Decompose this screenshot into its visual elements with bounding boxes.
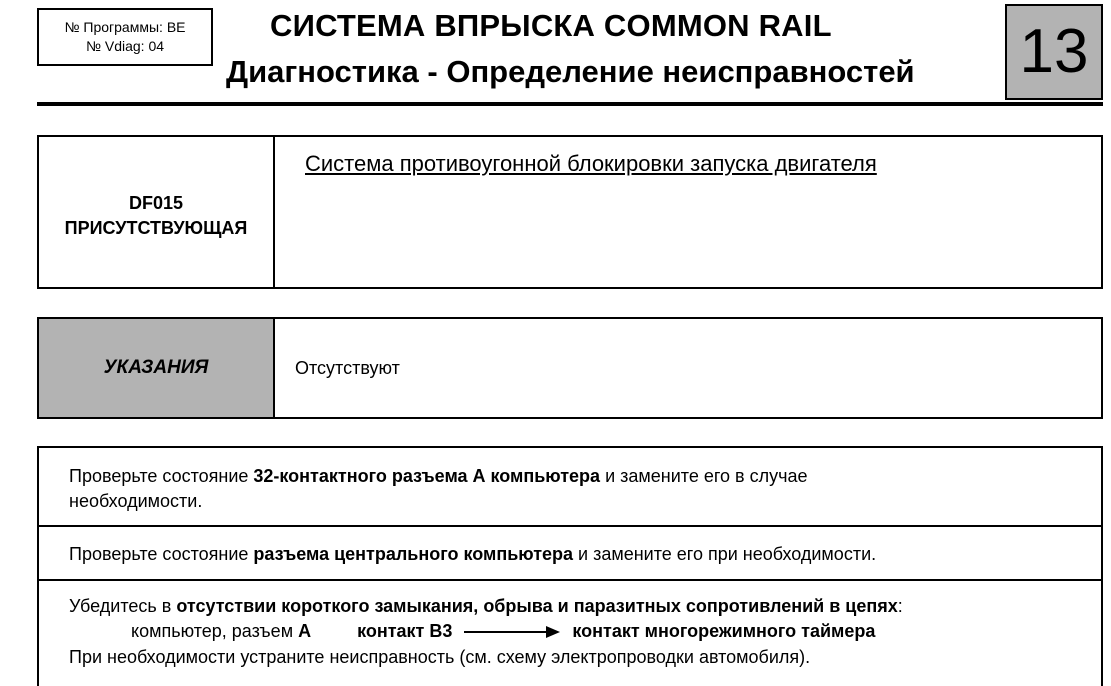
- page-title: СИСТЕМА ВПРЫСКА COMMON RAIL: [270, 8, 832, 43]
- program-number: № Программы: BE: [64, 19, 186, 35]
- notes-panel: [37, 317, 1103, 419]
- check-text: Проверьте состояние: [69, 544, 254, 564]
- fault-panel: [37, 135, 1103, 289]
- page-subtitle: Диагностика - Определение неисправностей: [226, 54, 915, 89]
- check-text: Убедитесь в: [69, 596, 177, 616]
- notes-text: Отсутствуют: [295, 357, 400, 378]
- connector-label: компьютер, разъем: [131, 621, 299, 641]
- contact-label: контакт В3: [357, 621, 453, 641]
- right-arrow-icon: [464, 620, 560, 645]
- check-text-bold: 32-контактного разъема А компьютера: [253, 466, 601, 486]
- check-item: [39, 448, 1101, 527]
- check-text: и замените его при необходимости.: [573, 544, 877, 564]
- header-divider: [37, 102, 1103, 106]
- check-text: Проверьте состояние: [69, 466, 254, 486]
- check-text-bold: разъема центрального компьютера: [253, 544, 574, 564]
- check-item: [39, 581, 1101, 670]
- fault-code: DF015: [128, 193, 184, 213]
- check-text-bold: отсутствии короткого замыкания, обрыва и паразитных сопротивлений в цепях: [176, 596, 898, 616]
- checks-panel: [37, 446, 1103, 686]
- target-contact-label: контакт многорежимного таймера: [572, 621, 876, 641]
- fault-title: Система противоугонной блокировки запуска двигателя: [305, 151, 877, 176]
- check-text: и замените его в случае: [600, 466, 808, 486]
- vdiag-number: № Vdiag: 04: [85, 38, 165, 54]
- fault-status: ПРИСУТСТВУЮЩАЯ: [64, 218, 248, 238]
- check-text: :: [897, 596, 903, 616]
- check-text: При необходимости устраните неисправность (см. схему электропроводки автомобиля).: [69, 646, 811, 667]
- fault-code-cell: [39, 137, 275, 287]
- check-item: [39, 527, 1101, 581]
- section-number-badge: 13: [1005, 4, 1103, 100]
- notes-label: УКАЗАНИЯ: [39, 319, 275, 417]
- connector-name: А: [298, 621, 312, 641]
- program-info-box: [37, 8, 213, 66]
- fault-description-cell: [275, 137, 1101, 287]
- check-text: необходимости.: [69, 491, 203, 511]
